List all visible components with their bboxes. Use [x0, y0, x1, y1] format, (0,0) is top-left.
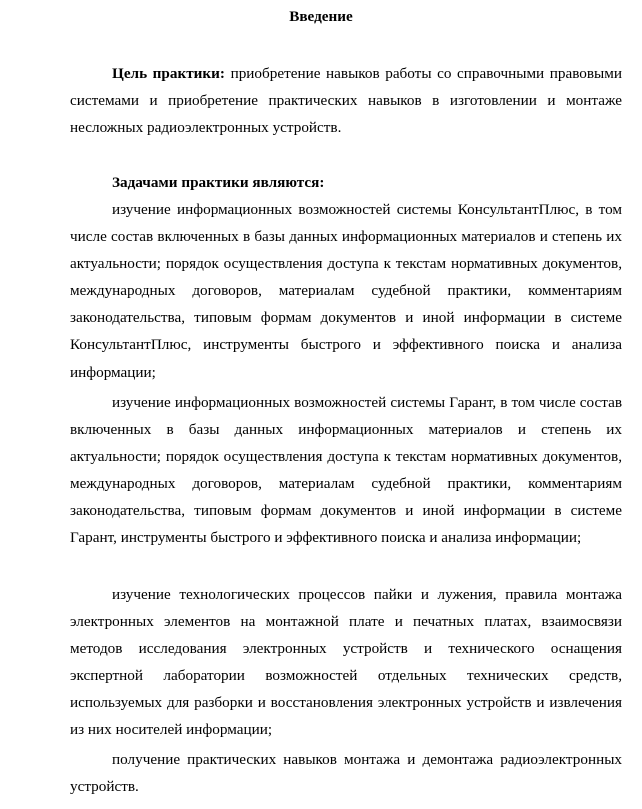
task-paragraph-consultant: изучение информационных возможностей системы КонсультантПлюс, в том числе состав включенных в базы данных информационных материалов и степень их актуальности; порядок осуществления доступа к текстам нормативных документов, международных договоров, материалам судебной практики, комментариям законодательства, типовым формам документов и иной информации в системе КонсультантПлюс, инструменты быстрого и эффективного поиска и анализа информации; [70, 201, 622, 381]
goal-label: Цель практики: [112, 65, 225, 82]
document-title: Введение [289, 8, 353, 25]
goal-paragraph [70, 60, 622, 141]
task-paragraph-mounting: получение практических навыков монтажа и демонтажа радиоэлектронных устройств. [70, 751, 622, 796]
goal-text: приобретение навыков работы со справочными правовыми системами и приобретение практических навыков в изготовлении и монтаже несложных радиоэлектронных устройств. [70, 65, 622, 137]
task-paragraph-soldering: изучение технологических процессов пайки и лужения, правила монтажа электронных элементов на монтажной плате и печатных платах, взаимосвязи методов исследования электронных устройств и технического оснащения экспертной лаборатории возможностей отдельных технических средств, используемых для разборки и восстановления электронных устройств и извлечения из них носителей информации; [70, 586, 622, 739]
tasks-heading: Задачами практики являются: [112, 174, 325, 191]
task-paragraph-garant: изучение информационных возможностей системы Гарант, в том числе состав включенных в базы данных информационных материалов и степень их актуальности; порядок осуществления доступа к текстам нормативных документов, международных договоров, материалам судебной практики, комментариям законодательства, типовым формам документов и иной информации в системе Гарант, инструменты быстрого и эффективного поиска и анализа информации; [70, 394, 622, 547]
